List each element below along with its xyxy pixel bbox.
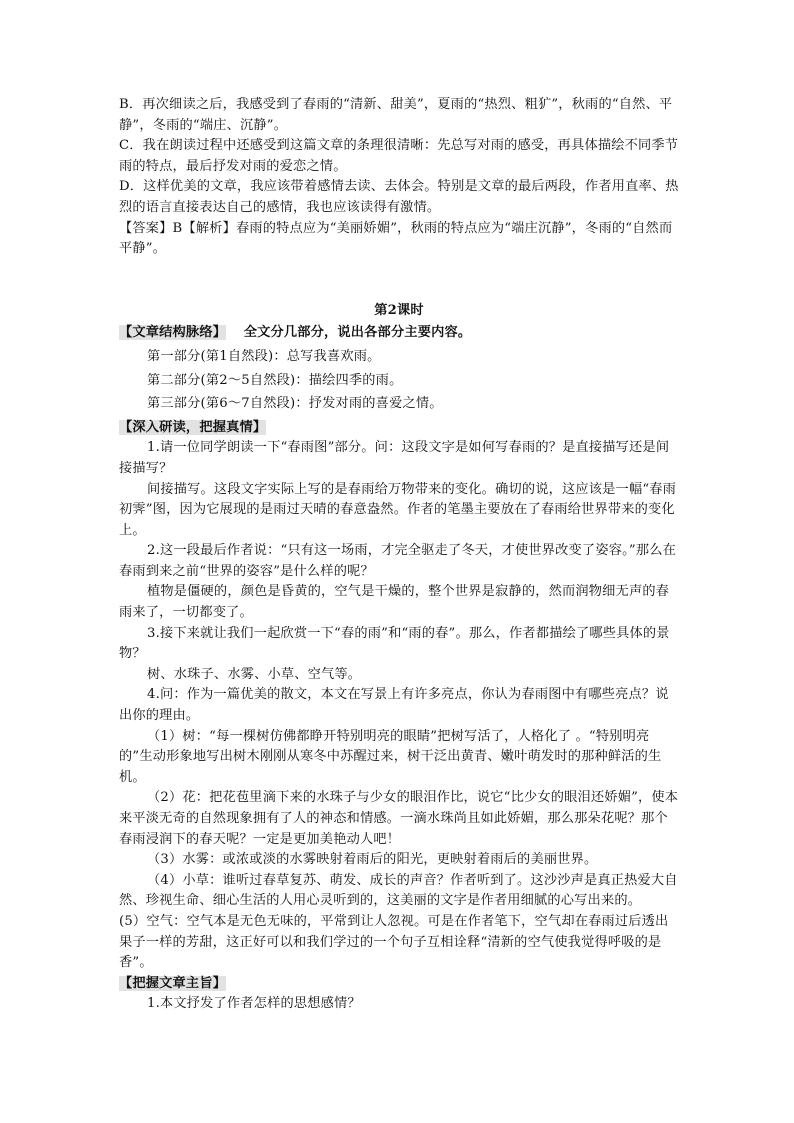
study-heading: 【深入研读，把握真情】 — [119, 419, 267, 435]
structure-heading-line — [119, 323, 679, 344]
study-q2: 2.这一段最后作者说：“只有这一场雨，才完全驱走了冬天，才使世界改变了姿容。”那么在春雨到来之前“世界的姿容”是什么样的呢？ — [119, 543, 676, 579]
study-a4-mist: （3）水雾：或浓或淡的水雾映射着雨后的阳光，更映射着雨后的美丽世界。 — [147, 852, 598, 868]
structure-question: 全文分几部分，说出各部分主要内容。 — [243, 325, 472, 341]
structure-part-1: 第一部分(第1自然段)：总写我喜欢雨。 — [147, 348, 381, 364]
study-q4: 4.问：作为一篇优美的散文，本文在写景上有许多亮点，你认为春雨图中有哪些亮点？说出你的理由。 — [119, 687, 669, 724]
answer-tag: 【答案】B【解析】 — [119, 220, 236, 236]
study-q3: 3.接下来就让我们一起欣赏一下“春的雨”和“雨的春”。那么，作者都描绘了哪些具体的景物？ — [119, 625, 670, 662]
answer-text: 春雨的特点应为“美丽娇媚”，秋雨的特点应为“端庄沉静”，冬雨的“自然而平静”。 — [119, 220, 673, 257]
option-b: B．再次细读之后，我感受到了春雨的“清新、甜美”，夏雨的“热烈、粗犷”，秋雨的“自然、平静”，冬雨的“端庄、沉静”。 — [119, 97, 673, 133]
study-q1: 1.请一位同学朗读一下“春雨图”部分。问：这段文字是如何写春雨的？是直接描写还是间接描写？ — [119, 440, 670, 476]
structure-part-3: 第三部分(第6～7自然段)：抒发对雨的喜爱之情。 — [147, 396, 443, 412]
study-a1: 间接描写。这段文字实际上写的是春雨给万物带来的变化。确切的说，这应该是一幅“春雨初霁”图，因为它展现的是雨过天晴的春意盎然。作者的笔墨主要放在了春雨给世界带来的变化上。 — [119, 481, 677, 538]
study-a2: 植物是僵硬的，颜色是昏黄的，空气是干燥的，整个世界是寂静的，然而润物细无声的春雨来了，一切都变了。 — [119, 584, 670, 621]
theme-question: 1.本文抒发了作者怎样的思想感情？ — [147, 996, 361, 1012]
study-heading-line — [119, 418, 679, 439]
study-a4-tree: （1）树：“每一棵树仿佛都睁开特别明亮的眼睛”把树写活了，人格化了 。“特别明亮的”生动形象地写出树木刚刚从寒冬中苏醒过来，树干泛出黄青、嫩叶萌发时的那种鲜活的生机。 — [119, 728, 662, 785]
theme-heading: 【把握文章主旨】 — [119, 975, 227, 991]
study-a4-grass: （4）小草：谁听过春草复苏、萌发、成长的声音？作者听到了。这沙沙声是真正热爱大自然、珍视生命、细心生活的人用心灵听到的，这美丽的文字是作者用细腻的心写出来的。 — [119, 872, 678, 909]
study-a4-flower: （2）花：把花苞里滴下来的水珠子与少女的眼泪作比，说它“比少女的眼泪还娇媚”，使本来平淡无奇的自然现象拥有了人的神态和情感。一滴水珠尚且如此娇媚，那么那朵花呢？那个春雨浸润下的春天呢？一定是更加美艳动人吧！ — [119, 790, 679, 847]
option-d: D．这样优美的文章，我应该带着感情去读、去体会。特别是文章的最后两段，作者用直率、热烈的语言直接表达自己的感情，我也应该读得有激情。 — [119, 179, 679, 215]
lesson-title: 第2课时 — [374, 302, 424, 318]
structure-part-2: 第二部分(第2～5自然段)：描绘四季的雨。 — [147, 372, 403, 388]
answer-line — [119, 219, 679, 260]
document-page — [119, 95, 679, 1015]
theme-heading-line — [119, 974, 679, 995]
study-a4-air: (5）空气：空气本是无色无味的，平常到让人忽视。可是在作者笔下，空气却在春雨过后透出果子一样的芳甜，这正好可以和我们学过的一个句子互相诠释“清新的空气使我觉得呼吸的是香”。 — [119, 913, 669, 971]
study-a3: 树、水珠子、水雾、小草、空气等。 — [147, 666, 362, 682]
option-c: C．我在朗读过程中还感受到这篇文章的条理很清晰：先总写对雨的感受，再具体描绘不同季节雨的特点，最后抒发对雨的爱恋之情。 — [119, 138, 679, 174]
structure-heading: 【文章结构脉络】 — [119, 325, 227, 341]
